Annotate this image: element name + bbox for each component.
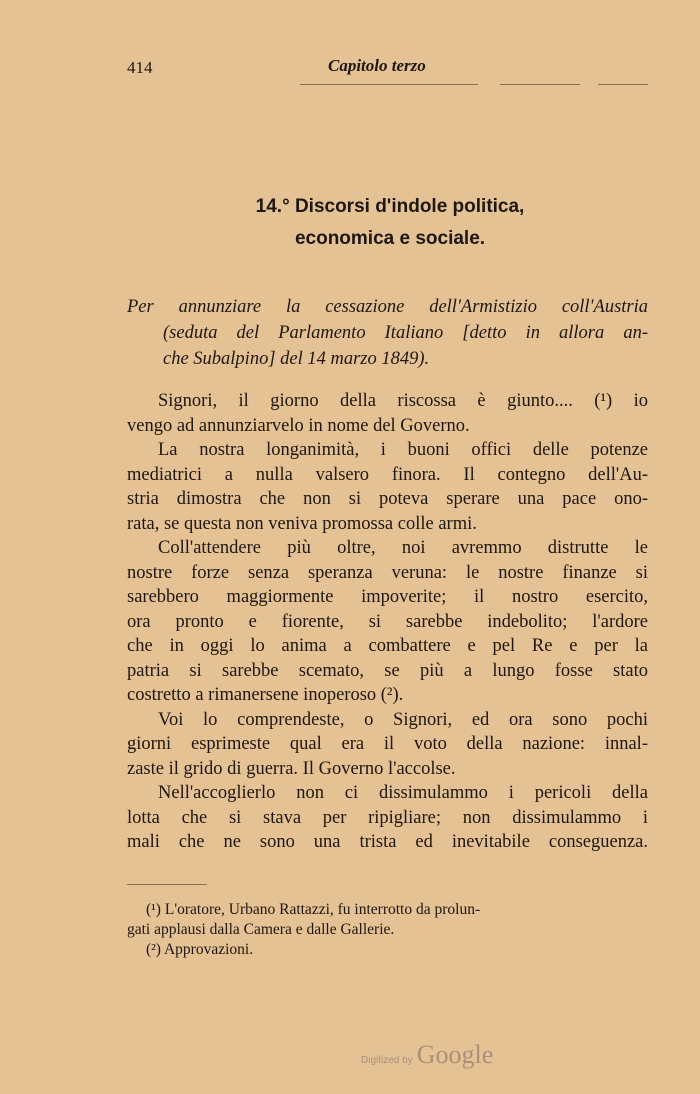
body-line: Nell'accoglierlo non ci dissimulammo i pericoli della [158, 783, 648, 803]
section-title-line-1: 14.° Discorsi d'indole politica, [255, 196, 525, 217]
body-line: mali che ne sono una trista ed inevitabile conseguenza. [127, 832, 648, 852]
body-line: costretto a rimanersene inoperoso (²). [127, 685, 404, 705]
watermark-prefix: Digitized by [361, 1055, 413, 1066]
body-line: nostre forze senza speranza veruna: le nostre finanze si [127, 562, 648, 583]
header-rule [500, 84, 580, 85]
section-title-line-2: economica e sociale. [294, 228, 486, 249]
body-line: mediatrici a nulla valsero finora. Il contegno dell'Au- [127, 464, 648, 485]
body-line: stria dimostra che non si poteva sperare una pace ono- [127, 489, 648, 509]
footnote-line: (¹) L'oratore, Urbano Rattazzi, fu interrotto da prolun- [146, 901, 481, 918]
body-line: zaste il grido di guerra. Il Governo l'accolse. [127, 758, 456, 779]
body-line: Coll'attendere più oltre, noi avremmo distrutte le [158, 538, 648, 558]
body-line: che in oggi lo anima a combattere e pel Re e per la [127, 636, 648, 656]
body-line: ora pronto e fiorente, si sarebbe indebolito; l'ardore [127, 611, 648, 632]
body-line: La nostra longanimità, i buoni offici delle potenze [158, 440, 648, 460]
body-line: vengo ad annunziarvelo in nome del Governo. [127, 415, 470, 436]
body-line: sarebbero maggiormente impoverite; il nostro esercito, [127, 587, 648, 607]
google-watermark [361, 1040, 493, 1070]
footnote-line: (²) Approvazioni. [146, 941, 254, 958]
footnote-line: gati applausi dalla Camera e dalle Gallerie. [127, 921, 395, 938]
body-line: Signori, il giorno della riscossa è giunto.... (¹) io [158, 391, 648, 411]
watermark-brand: Google [416, 1040, 494, 1069]
subheading-line: Per annunziare la cessazione dell'Armistizio coll'Austria [127, 297, 648, 317]
running-head: Capitolo terzo [328, 56, 426, 75]
header-rule [598, 84, 648, 85]
body-line: giorni esprimeste qual era il voto della nazione: innal- [127, 734, 648, 754]
subheading-line: che Subalpino] del 14 marzo 1849). [163, 349, 430, 369]
header-rule [300, 84, 478, 85]
footnote-rule [127, 884, 207, 885]
page-number: 414 [127, 58, 153, 77]
body-line: patria si sarebbe scemato, se più a lungo fosse stato [127, 660, 648, 681]
body-line: Voi lo comprendeste, o Signori, ed ora sono pochi [158, 709, 648, 730]
body-line: lotta che si stava per ripigliare; non dissimulammo i [127, 807, 648, 828]
body-line: rata, se questa non veniva promossa colle armi. [127, 513, 477, 534]
subheading-line: (seduta del Parlamento Italiano [detto in allora an- [163, 323, 648, 343]
